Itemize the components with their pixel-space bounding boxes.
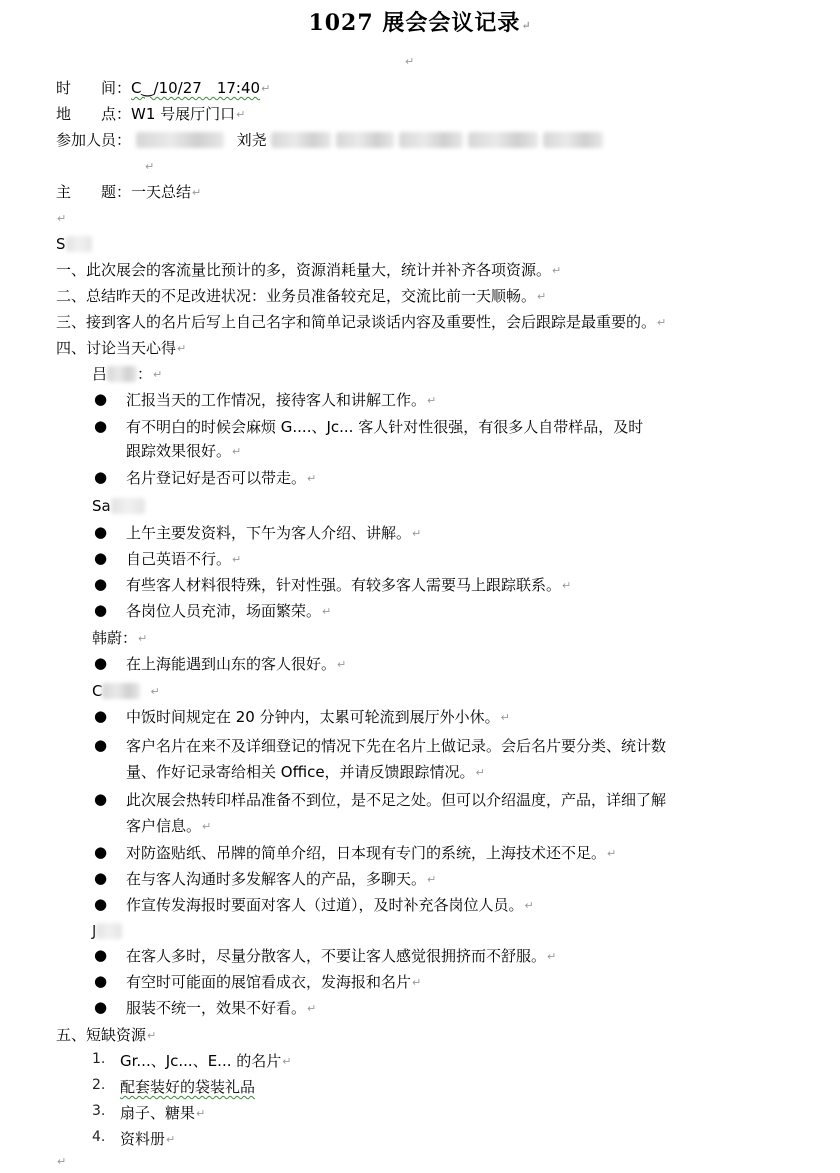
list-item: 名片登记好是否可以带走。↵ <box>126 469 317 487</box>
point-3: 三、接到客人的名片后写上自己名字和简单记录谈话内容及重要性，会后跟踪是最重要的。↵ <box>56 313 667 331</box>
bullet-icon: ● <box>94 575 108 593</box>
list-item: 在客人多时，尽量分散客人，不要让客人感觉很拥挤而不舒服。↵ <box>126 947 557 965</box>
bullet-icon: ● <box>94 972 108 990</box>
opening-line: S <box>56 233 92 255</box>
empty-paragraph-mark: ↵ <box>57 212 67 225</box>
resource-item: 配套装好的袋装礼品 <box>120 1078 256 1096</box>
list-item-continuation: 量、作好记录寄给相关 Office，并请反馈跟踪情况。↵ <box>126 763 485 781</box>
point-1: 一、此次展会的客流量比预计的多，资源消耗量大，统计并补齐各项资源。↵ <box>56 261 562 279</box>
list-item: 有不明白的时候会麻烦 G....、Jc... 客人针对性很强，有很多人自带样品，及时 <box>126 418 644 436</box>
bullet-icon: ● <box>94 946 108 964</box>
speaker-2: Sa <box>92 495 145 517</box>
meta-place: 地 点：W1 号展厅门口↵ <box>56 105 246 123</box>
time-value: C‿/10/27 17:40 <box>131 79 261 97</box>
list-item-continuation: 客户信息。↵ <box>126 817 212 835</box>
subject-label: 主 题： <box>56 183 132 201</box>
bullet-icon: ● <box>94 601 108 619</box>
redacted-name <box>336 132 394 148</box>
list-number: 1. <box>92 1051 106 1067</box>
bullet-icon: ● <box>94 736 108 754</box>
redacted-name <box>543 132 603 148</box>
list-item: 在与客人沟通时多发解客人的产品，多聊天。↵ <box>126 870 437 888</box>
list-item: 此次展会热转印样品准备不到位，是不足之处。但可以介绍温度，产品，详细了解 <box>126 791 667 809</box>
meta-subject: 主 题：一天总结↵ <box>56 183 202 201</box>
empty-paragraph-mark: ↵ <box>57 1155 67 1168</box>
redacted-name <box>96 923 122 939</box>
bullet-icon: ● <box>94 390 108 408</box>
list-item: 有空时可能面的展馆看成衣，发海报和名片↵ <box>126 973 422 991</box>
list-item: 汇报当天的工作情况，接待客人和讲解工作。↵ <box>126 391 437 409</box>
bullet-icon: ● <box>94 549 108 567</box>
bullet-icon: ● <box>94 998 108 1016</box>
bullet-icon: ● <box>94 707 108 725</box>
bullet-icon: ● <box>94 790 108 808</box>
list-item: 在上海能遇到山东的客人很好。↵ <box>126 655 347 673</box>
subject-value: 一天总结 <box>131 183 192 201</box>
list-item: 有些客人材料很特殊，针对性强。有较多客人需要马上跟踪联系。↵ <box>126 576 572 594</box>
resource-item: 扇子、糖果↵ <box>120 1104 206 1122</box>
bullet-icon: ● <box>94 843 108 861</box>
place-value: W1 号展厅门口 <box>131 105 236 123</box>
bullet-icon: ● <box>94 523 108 541</box>
point-2: 二、总结昨天的不足改进状况：业务员准备较充足，交流比前一天顺畅。↵ <box>56 287 547 305</box>
redacted-name <box>136 132 224 148</box>
bullet-icon: ● <box>94 869 108 887</box>
list-item-continuation: 跟踪效果很好。↵ <box>126 442 242 460</box>
attendees-label: 参加人员： <box>56 131 132 149</box>
point-4: 四、讨论当天心得↵ <box>56 339 187 357</box>
list-number: 3. <box>92 1103 106 1119</box>
bullet-icon: ● <box>94 654 108 672</box>
redacted-name <box>107 366 137 382</box>
redacted-name <box>102 683 140 699</box>
resource-item: Gr...、Jc...、E... 的名片↵ <box>120 1052 292 1070</box>
redacted-name <box>66 236 92 252</box>
speaker-5: J <box>92 920 122 942</box>
list-item: 自己英语不行。↵ <box>126 550 242 568</box>
redacted-name <box>468 132 538 148</box>
section-5-heading: 五、短缺资源↵ <box>56 1026 157 1044</box>
speaker-4: C ↵ <box>92 682 160 700</box>
redacted-name <box>111 498 145 514</box>
list-item: 服装不统一，效果不好看。↵ <box>126 999 317 1017</box>
list-item: 对防盗贴纸、吊牌的简单介绍，日本现有专门的系统，上海技术还不足。↵ <box>126 844 617 862</box>
resource-item: 资料册↵ <box>120 1130 176 1148</box>
meta-time: 时 间：C‿/10/27 17:40↵ <box>56 79 271 97</box>
list-item: 中饭时间规定在 20 分钟内，太累可轮流到展厅外小休。↵ <box>126 708 510 726</box>
list-item: 客户名片在来不及详细登记的情况下先在名片上做记录。会后名片要分类、统计数 <box>126 737 667 755</box>
bullet-icon: ● <box>94 468 108 486</box>
list-item: 各岗位人员充沛，场面繁荣。↵ <box>126 602 332 620</box>
speaker-3: 韩蔚：↵ <box>92 629 148 647</box>
time-label: 时 间： <box>56 79 132 97</box>
list-item: 上午主要发资料，下午为客人介绍、讲解。↵ <box>126 524 422 542</box>
list-number: 4. <box>92 1129 106 1145</box>
place-label: 地 点： <box>56 105 132 123</box>
redacted-name <box>271 132 331 148</box>
empty-paragraph-mark: ↵ <box>145 160 155 173</box>
meta-attendees <box>56 129 603 151</box>
bullet-icon: ● <box>94 417 108 435</box>
attendee-name: 刘尧 <box>236 131 267 149</box>
list-number: 2. <box>92 1077 106 1093</box>
empty-paragraph-mark: ↵ <box>405 55 415 68</box>
bullet-icon: ● <box>94 895 108 913</box>
redacted-name <box>399 132 463 148</box>
speaker-1: 吕 ：↵ <box>92 365 163 383</box>
document-title: 1027 展会会议记录↵ <box>308 10 532 36</box>
list-item: 作宣传发海报时要面对客人（过道），及时补充各岗位人员。↵ <box>126 896 534 914</box>
